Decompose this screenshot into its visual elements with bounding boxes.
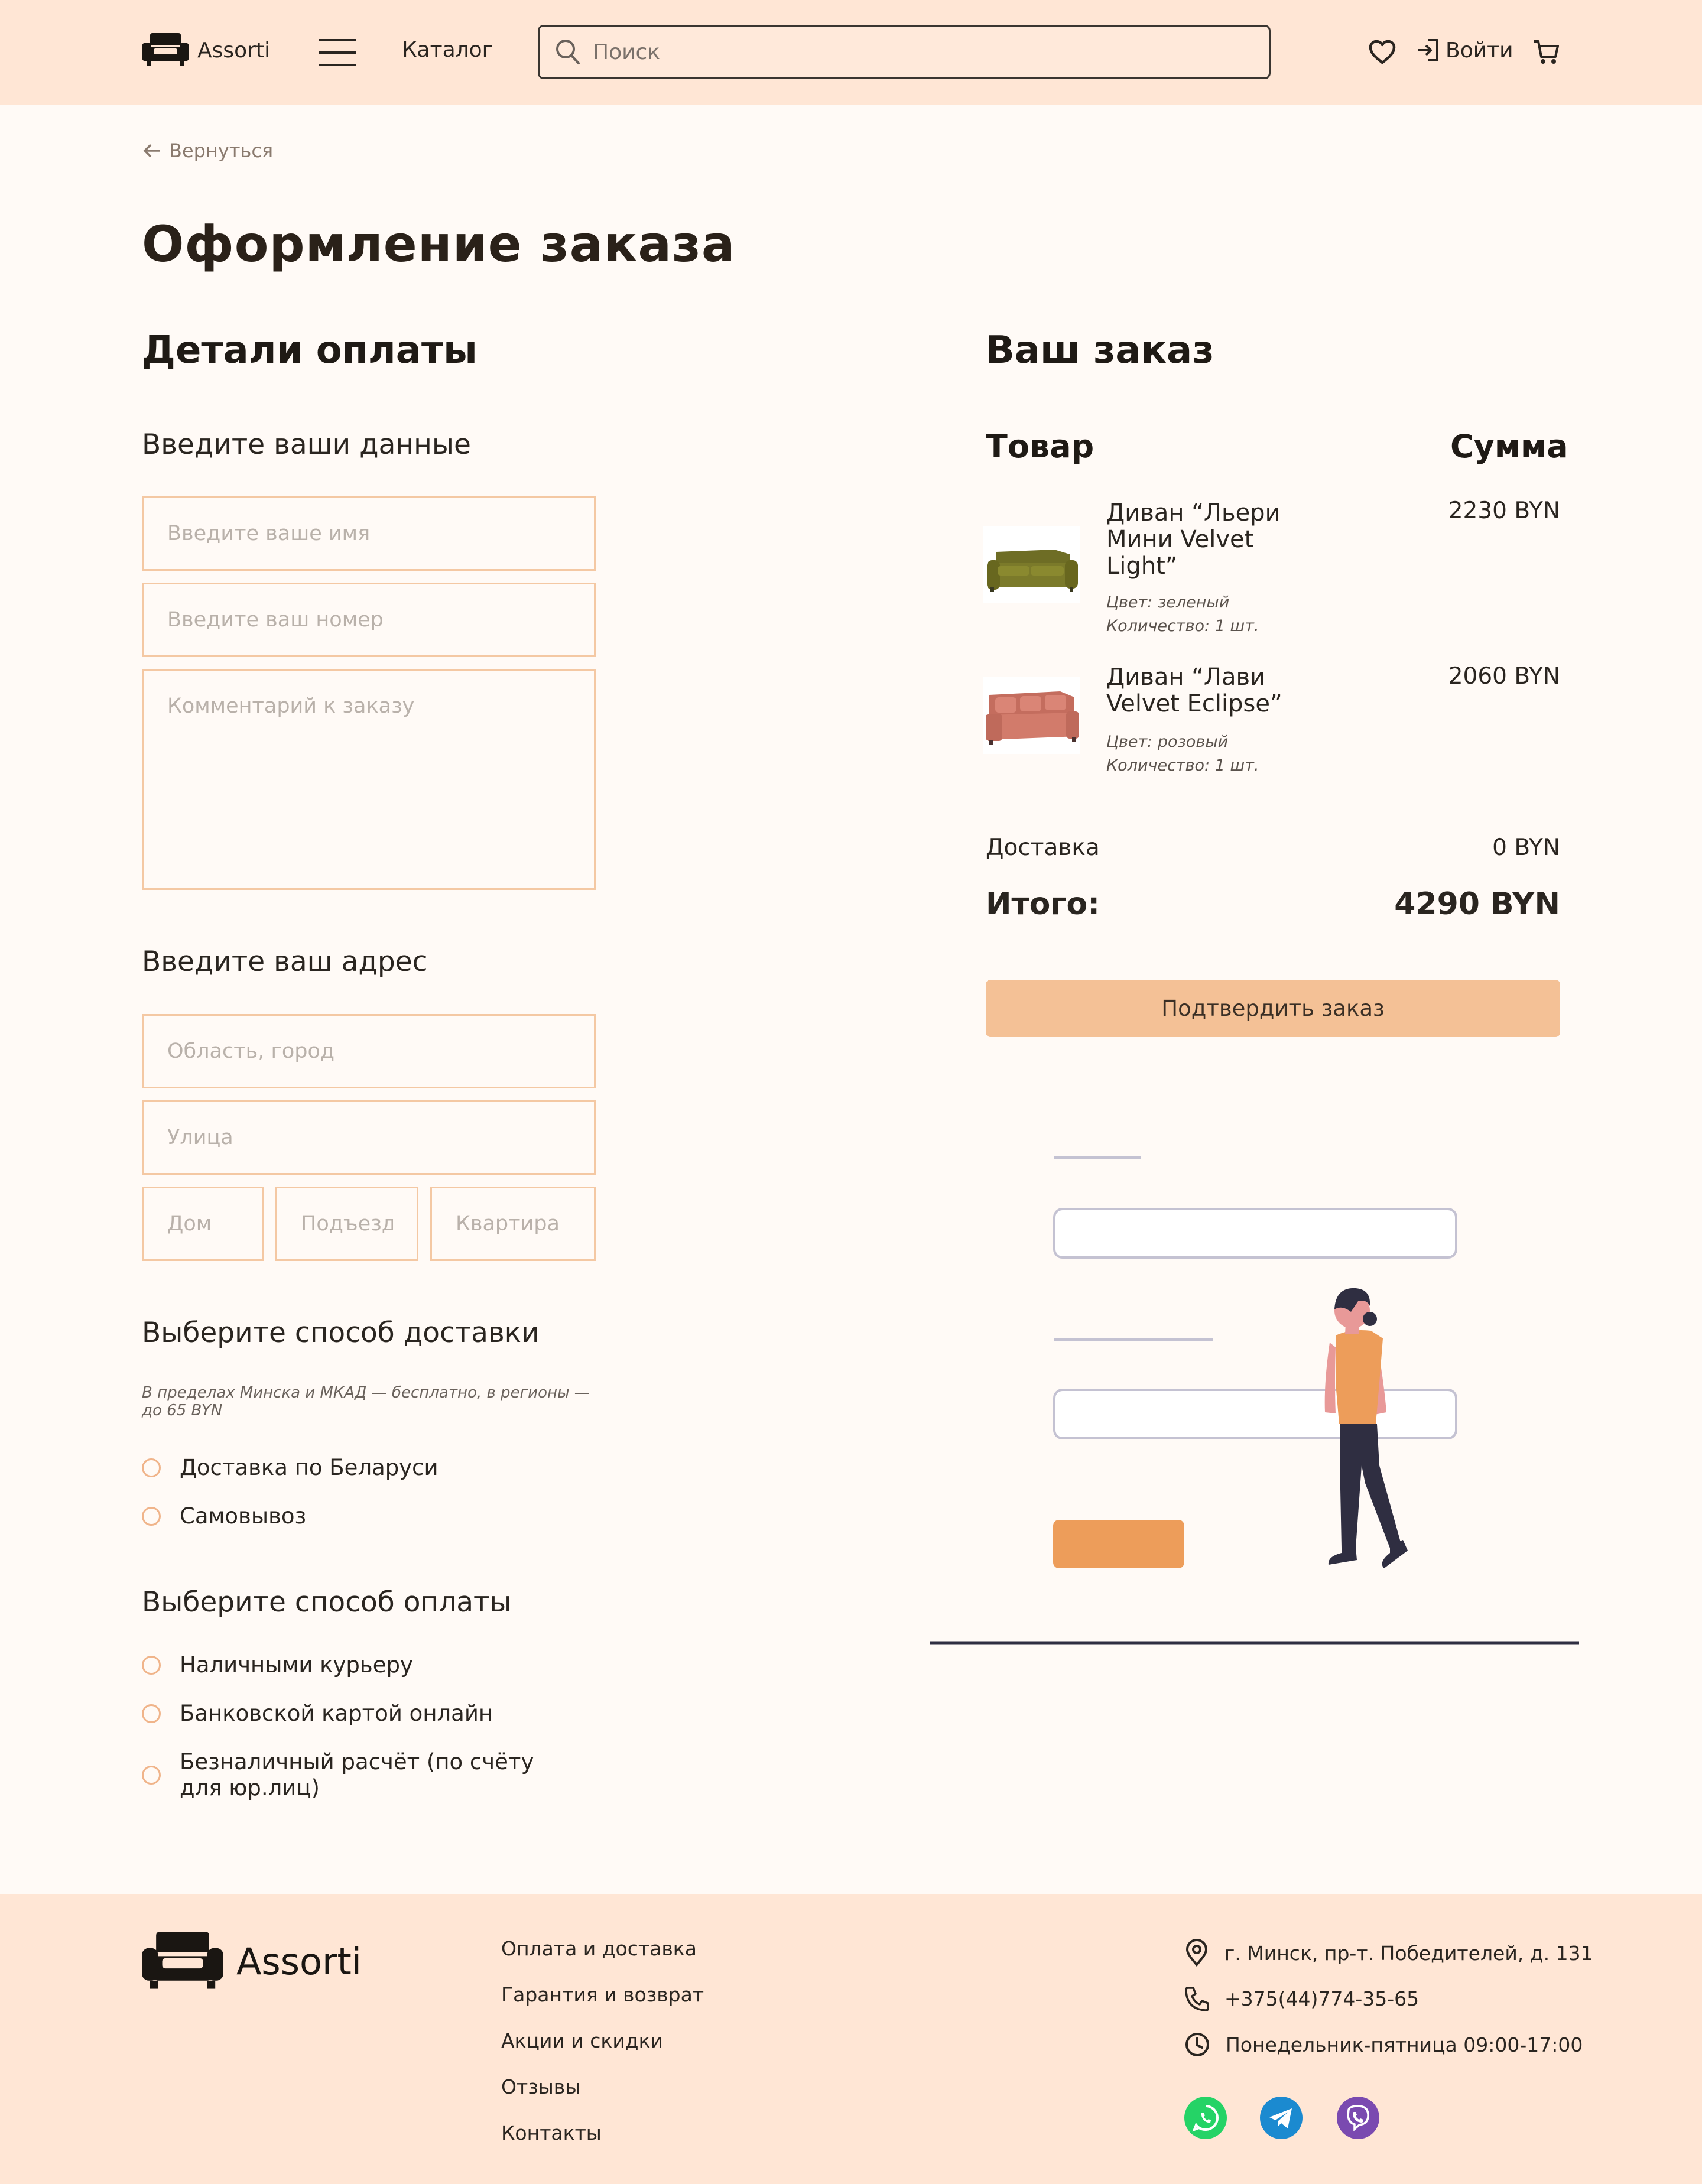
delivery-option-label: Доставка по Беларуси [180, 1455, 439, 1480]
page-title: Оформление заказа [142, 215, 736, 273]
product-color: Цвет: зеленый [1106, 593, 1230, 612]
arrow-left-icon [143, 143, 161, 158]
footer-brand-name: Assorti [236, 1939, 362, 1983]
product-color: Цвет: розовый [1106, 733, 1229, 751]
whatsapp-icon[interactable] [1184, 2097, 1227, 2139]
address-text: г. Минск, пр-т. Победителей, д. 131 [1224, 1941, 1593, 1965]
footer-link-reviews[interactable]: Отзывы [501, 2075, 581, 2098]
radio-button[interactable] [142, 1507, 161, 1526]
payment-option-invoice[interactable] [142, 1749, 546, 1801]
column-sum: Сумма [1450, 428, 1568, 465]
clock-icon [1184, 2032, 1210, 2058]
cart-icon[interactable] [1533, 39, 1560, 65]
brand-name: Assorti [197, 38, 271, 63]
street-field[interactable] [142, 1100, 596, 1175]
delivery-option-belarus[interactable] [142, 1455, 439, 1481]
product-price: 2230 BYN [1448, 498, 1560, 524]
billing-title: Детали оплаты [142, 329, 478, 372]
confirm-order-button[interactable]: Подтвердить заказ [986, 980, 1560, 1037]
telegram-icon[interactable] [1260, 2097, 1303, 2139]
address-title: Введите ваш адрес [142, 945, 428, 978]
entrance-field[interactable] [275, 1187, 418, 1261]
site-footer [0, 1894, 1702, 2184]
form-person-illustration [928, 1135, 1584, 1649]
back-link[interactable] [143, 139, 273, 162]
footer-phone[interactable] [1184, 1985, 1419, 2011]
footer-hours [1184, 2032, 1583, 2058]
search-bar[interactable] [538, 25, 1271, 79]
location-pin-icon [1184, 1939, 1209, 1967]
login-icon [1416, 38, 1441, 63]
footer-logo[interactable] [142, 1931, 362, 1991]
login-label: Войти [1446, 38, 1513, 63]
delivery-note: В пределах Минска и МКАД — бесплатно, в регионы — до 65 BYN [142, 1384, 590, 1419]
product-quantity: Количество: 1 шт. [1106, 617, 1259, 635]
product-quantity: Количество: 1 шт. [1106, 756, 1259, 775]
product-price: 2060 BYN [1448, 663, 1560, 690]
radio-button[interactable] [142, 1766, 161, 1785]
radio-button[interactable] [142, 1704, 161, 1723]
menu-hamburger-icon[interactable] [319, 39, 356, 66]
product-name: Диван “Лави Velvet Eclipse” [1106, 664, 1282, 717]
delivery-option-pickup[interactable] [142, 1503, 306, 1529]
name-field[interactable] [142, 496, 596, 571]
footer-link-contacts[interactable]: Контакты [501, 2121, 602, 2144]
footer-link-warranty[interactable]: Гарантия и возврат [501, 1983, 704, 2006]
product-image-green-sofa [983, 526, 1080, 603]
column-product: Товар [986, 428, 1094, 465]
heart-icon[interactable] [1369, 40, 1396, 65]
sofa-logo-icon [142, 33, 189, 67]
radio-button[interactable] [142, 1656, 161, 1675]
radio-button[interactable] [142, 1458, 161, 1477]
payment-option-label: Банковской картой онлайн [180, 1701, 493, 1726]
comment-field[interactable] [142, 669, 596, 890]
phone-text: +375(44)774-35-65 [1224, 1987, 1420, 2010]
product-name: Диван “Льери Мини Velvet Light” [1106, 499, 1281, 580]
delivery-option-label: Самовывоз [180, 1503, 307, 1529]
phone-icon [1184, 1985, 1209, 2011]
total-value: 4290 BYN [1394, 886, 1560, 922]
search-input[interactable] [593, 40, 1269, 64]
footer-address [1184, 1939, 1593, 1967]
catalog-link[interactable]: Каталог [402, 38, 493, 62]
login-button[interactable] [1416, 38, 1513, 63]
search-icon [555, 38, 581, 67]
footer-link-promotions[interactable]: Акции и скидки [501, 2029, 664, 2052]
sofa-logo-icon [142, 1931, 223, 1991]
phone-field[interactable] [142, 583, 596, 657]
payment-option-card[interactable] [142, 1701, 493, 1727]
delivery-value: 0 BYN [1492, 834, 1560, 861]
hours-text: Понедельник-пятница 09:00-17:00 [1226, 2033, 1583, 2056]
delivery-title: Выберите способ доставки [142, 1317, 540, 1349]
product-image-pink-sofa [983, 677, 1080, 754]
payment-option-label: Безналичный расчёт (по счёту для юр.лиц) [180, 1749, 534, 1800]
order-title: Ваш заказ [986, 329, 1214, 372]
payment-option-label: Наличными курьеру [180, 1652, 413, 1678]
delivery-label: Доставка [986, 834, 1100, 861]
house-field[interactable] [142, 1187, 264, 1261]
apartment-field[interactable] [430, 1187, 596, 1261]
footer-link-payment[interactable]: Оплата и доставка [501, 1937, 697, 1960]
header-logo[interactable] [142, 33, 270, 67]
personal-data-title: Введите ваши данные [142, 428, 471, 461]
site-header [0, 0, 1702, 105]
payment-option-cash[interactable] [142, 1652, 413, 1678]
region-field[interactable] [142, 1014, 596, 1088]
back-label: Вернуться [169, 139, 274, 162]
viber-icon[interactable] [1337, 2097, 1379, 2139]
payment-title: Выберите способ оплаты [142, 1586, 512, 1618]
total-label: Итого: [986, 886, 1100, 922]
